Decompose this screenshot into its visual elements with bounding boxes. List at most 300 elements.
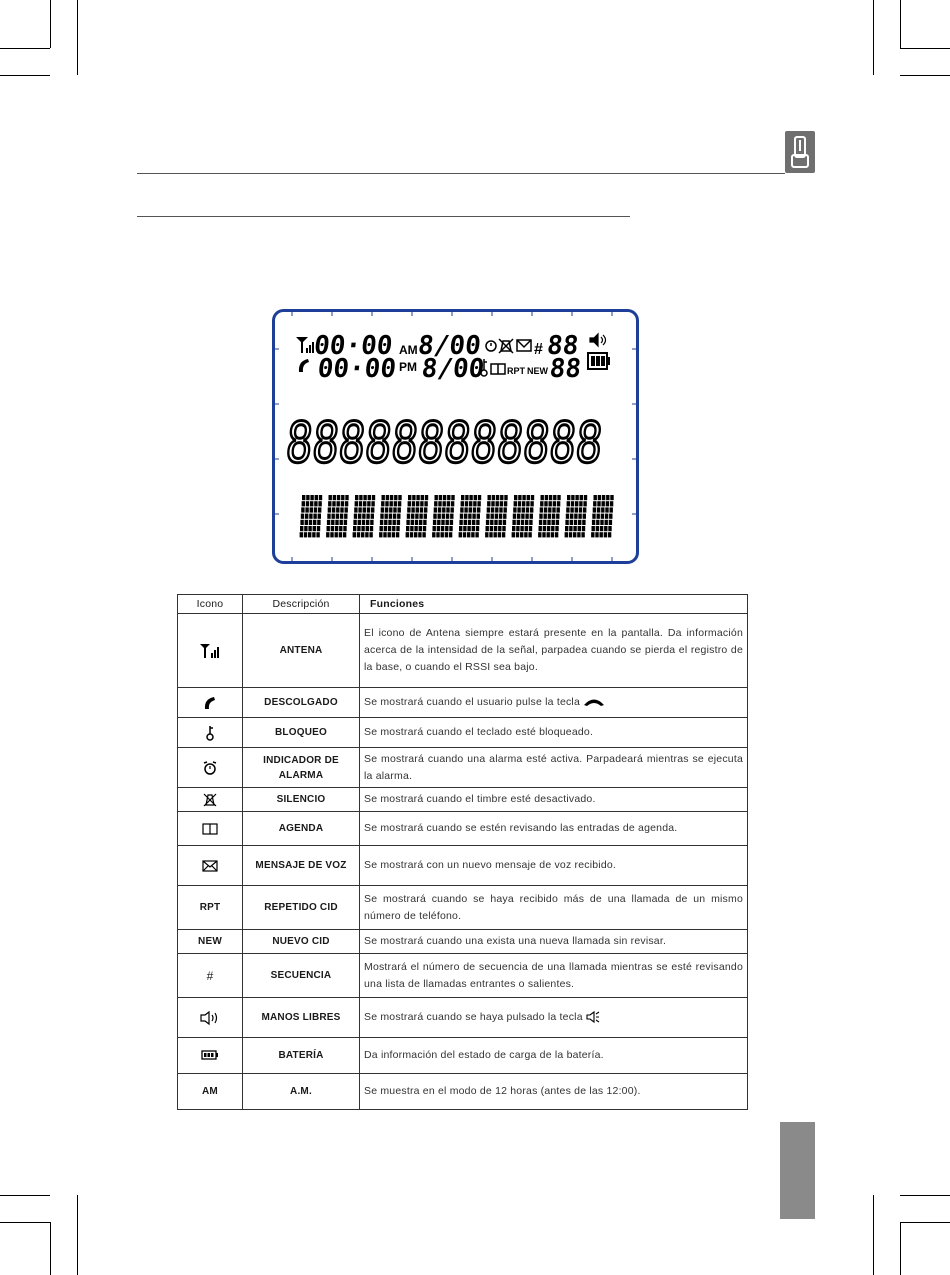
functions-cell: Se mostrará cuando una exista una nueva llamada sin revisar. bbox=[360, 930, 748, 954]
lcd-matrix-dot bbox=[529, 520, 532, 525]
table-header-row bbox=[178, 595, 748, 614]
lcd-matrix-dot bbox=[415, 520, 418, 525]
lcd-matrix-dot bbox=[379, 532, 382, 537]
lcd-matrix-dot bbox=[602, 501, 605, 506]
lcd-matrix-dot bbox=[384, 526, 387, 531]
lcd-matrix-dot bbox=[366, 520, 369, 525]
lcd-matrix-dot bbox=[396, 532, 399, 537]
lcd-matrix-dot bbox=[445, 532, 448, 537]
lcd-matrix-dot bbox=[600, 532, 603, 537]
lcd-matrix-dot bbox=[365, 532, 368, 537]
lcd-matrix-dot bbox=[596, 520, 599, 525]
lcd-matrix-dot bbox=[439, 495, 442, 500]
lcd-matrix-dot bbox=[359, 501, 362, 506]
lcd-matrix-dot bbox=[416, 501, 419, 506]
lcd-matrix-dot bbox=[335, 532, 338, 537]
lcd-matrix-dot bbox=[343, 532, 346, 537]
lcd-matrix-dot bbox=[332, 514, 335, 519]
lcd-matrix-dot bbox=[361, 526, 364, 531]
lcd-matrix-dot bbox=[313, 520, 316, 525]
description-cell: NUEVO CID bbox=[243, 930, 360, 954]
lcd-matrix-dot bbox=[591, 532, 594, 537]
lcd-matrix-dot bbox=[574, 520, 577, 525]
lcd-matrix-dot bbox=[538, 532, 541, 537]
description-cell: BLOQUEO bbox=[243, 718, 360, 748]
lcd-matrix-dot bbox=[414, 526, 417, 531]
table-row bbox=[178, 998, 748, 1038]
lcd-matrix-dot bbox=[500, 495, 503, 500]
lcd-matrix-dot bbox=[513, 507, 516, 512]
description-cell: SECUENCIA bbox=[243, 954, 360, 998]
lcd-matrix-dot bbox=[371, 514, 374, 519]
lcd-matrix-dot bbox=[385, 501, 388, 506]
lcd-matrix-dot bbox=[410, 532, 413, 537]
crop-mark bbox=[0, 1195, 50, 1196]
lcd-matrix-dot bbox=[302, 501, 305, 506]
lcd-matrix-dot bbox=[341, 501, 344, 506]
lcd-matrix-dot bbox=[363, 501, 366, 506]
lcd-matrix-dot bbox=[601, 514, 604, 519]
lcd-matrix-dot bbox=[362, 514, 365, 519]
table-row bbox=[178, 886, 748, 930]
lcd-matrix-dot bbox=[433, 514, 436, 519]
lcd-matrix-dot bbox=[597, 514, 600, 519]
lcd-pm: PM bbox=[399, 360, 417, 374]
lcd-matrix-dot bbox=[517, 514, 520, 519]
lcd-matrix-dot bbox=[369, 532, 372, 537]
functions-text: Se mostrará cuando se haya pulsado la tecla bbox=[364, 1011, 583, 1023]
lcd-matrix-dot bbox=[526, 501, 529, 506]
description-cell: DESCOLGADO bbox=[243, 688, 360, 718]
lcd-matrix-dot bbox=[424, 507, 427, 512]
lcd-matrix-dot bbox=[301, 507, 304, 512]
lcd-matrix-dot bbox=[368, 495, 371, 500]
table-row bbox=[178, 930, 748, 954]
lcd-matrix-dot bbox=[487, 501, 490, 506]
lcd-matrix-dot bbox=[393, 514, 396, 519]
lcd-matrix-dot bbox=[556, 514, 559, 519]
lcd-matrix-dot bbox=[499, 514, 502, 519]
lcd-matrix-dot bbox=[372, 495, 375, 500]
lcd-matrix-dot bbox=[551, 526, 554, 531]
lcd-matrix-dot bbox=[406, 532, 409, 537]
lcd-matrix-dot bbox=[411, 520, 414, 525]
icon-cell bbox=[178, 998, 243, 1038]
lcd-matrix-dot bbox=[593, 507, 596, 512]
header-icon: Icono bbox=[178, 595, 243, 614]
lcd-matrix-dot bbox=[310, 507, 313, 512]
phone-key-icon bbox=[583, 697, 605, 707]
icon-cell bbox=[178, 688, 243, 718]
lcd-matrix-dot bbox=[438, 501, 441, 506]
lcd-matrix-dot bbox=[437, 520, 440, 525]
lcd-matrix-dot bbox=[443, 495, 446, 500]
lcd-matrix-dot bbox=[602, 495, 605, 500]
lcd-matrix-dot bbox=[487, 507, 490, 512]
lcd-matrix-dot bbox=[571, 501, 574, 506]
description-cell: REPETIDO CID bbox=[243, 886, 360, 930]
lcd-matrix-dot bbox=[570, 507, 573, 512]
icon-cell bbox=[178, 846, 243, 886]
lcd-matrix-dot bbox=[388, 520, 391, 525]
lcd-matrix-dot bbox=[608, 526, 611, 531]
lcd-matrix-dot bbox=[596, 526, 599, 531]
lcd-matrix-dot bbox=[609, 520, 612, 525]
lcd-matrix-dot bbox=[592, 520, 595, 525]
lcd-matrix-dot bbox=[544, 514, 547, 519]
description-cell: MENSAJE DE VOZ bbox=[243, 846, 360, 886]
lcd-matrix-dot bbox=[335, 526, 338, 531]
description-cell: AGENDA bbox=[243, 812, 360, 846]
lcd-matrix-dot bbox=[394, 501, 397, 506]
section-rule bbox=[137, 216, 630, 217]
lcd-matrix-dot bbox=[555, 526, 558, 531]
lcd-matrix-dot bbox=[522, 507, 525, 512]
lcd-matrix-dot bbox=[474, 495, 477, 500]
lcd-matrix-dot bbox=[584, 495, 587, 500]
functions-cell: Se mostrará cuando se estén revisando las entradas de agenda. bbox=[360, 812, 748, 846]
lcd-matrix-dot bbox=[309, 520, 312, 525]
lcd-matrix-dot bbox=[451, 495, 454, 500]
lcd-matrix-dot bbox=[340, 514, 343, 519]
lcd-matrix-dot bbox=[412, 495, 415, 500]
lcd-matrix-dot bbox=[310, 501, 313, 506]
lcd-matrix-dot bbox=[388, 526, 391, 531]
lcd-matrix-dot bbox=[434, 501, 437, 506]
lcd-matrix-dot bbox=[302, 495, 305, 500]
lcd-matrix-dot bbox=[407, 507, 410, 512]
lcd-matrix-dot bbox=[419, 520, 422, 525]
functions-cell bbox=[360, 688, 748, 718]
lcd-matrix-dot bbox=[461, 501, 464, 506]
lcd-matrix-dot bbox=[582, 520, 585, 525]
lcd-matrix-dot bbox=[394, 495, 397, 500]
lcd-matrix-dot bbox=[411, 514, 414, 519]
lcd-matrix-dot bbox=[420, 501, 423, 506]
lcd-matrix-dot bbox=[341, 495, 344, 500]
lcd-matrix-dot bbox=[330, 532, 333, 537]
lcd-matrix-dot bbox=[398, 495, 401, 500]
lcd-matrix-dot bbox=[544, 501, 547, 506]
lcd-matrix-dot bbox=[357, 532, 360, 537]
crop-mark bbox=[77, 1195, 78, 1275]
lcd-matrix-dot bbox=[573, 526, 576, 531]
icon-cell bbox=[178, 1038, 243, 1074]
lcd-matrix-dot bbox=[499, 520, 502, 525]
lcd-matrix-dot bbox=[465, 495, 468, 500]
envelope-icon bbox=[202, 860, 218, 872]
lcd-matrix-dot bbox=[354, 507, 357, 512]
lcd-matrix-dot bbox=[472, 520, 475, 525]
lcd-matrix-dot bbox=[565, 520, 568, 525]
icon-cell: NEW bbox=[178, 930, 243, 954]
lcd-matrix-dot bbox=[463, 526, 466, 531]
lcd-matrix-dot bbox=[460, 514, 463, 519]
header-rule bbox=[137, 173, 785, 174]
lcd-matrix-dot bbox=[530, 507, 533, 512]
lcd-matrix-dot bbox=[468, 520, 471, 525]
icon-cell: AM bbox=[178, 1074, 243, 1110]
lcd-seq-bottom: 88 bbox=[548, 354, 583, 384]
lcd-matrix-dot bbox=[392, 532, 395, 537]
crop-mark bbox=[50, 1222, 51, 1275]
lcd-matrix-dot bbox=[489, 532, 492, 537]
functions-text: Se mostrará cuando el usuario pulse la tecla bbox=[364, 696, 581, 708]
icon-cell: RPT bbox=[178, 886, 243, 930]
lcd-matrix-dot bbox=[316, 532, 319, 537]
lcd-display bbox=[272, 309, 694, 564]
lcd-matrix-dot bbox=[331, 526, 334, 531]
lcd-matrix-dot bbox=[575, 507, 578, 512]
lcd-matrix-dot bbox=[336, 514, 339, 519]
lcd-matrix-dot bbox=[380, 526, 383, 531]
lcd-matrix-dot bbox=[542, 532, 545, 537]
alarm-clock-icon bbox=[203, 761, 217, 775]
lcd-matrix-dot bbox=[468, 514, 471, 519]
lcd-matrix-dot bbox=[610, 501, 613, 506]
lcd-matrix-dot bbox=[451, 507, 454, 512]
lcd-matrix-dot bbox=[437, 526, 440, 531]
lcd-matrix-dot bbox=[570, 520, 573, 525]
lcd-matrix-dot bbox=[528, 532, 531, 537]
lcd-matrix-dot bbox=[445, 526, 448, 531]
lcd-matrix-dot bbox=[420, 507, 423, 512]
lcd-matrix-dot bbox=[433, 526, 436, 531]
lcd-matrix-dot bbox=[548, 514, 551, 519]
lcd-matrix-dot bbox=[525, 514, 528, 519]
crop-mark bbox=[900, 1222, 901, 1275]
lcd-matrix-dot bbox=[318, 507, 321, 512]
lcd-date-top: 8/00 bbox=[416, 331, 483, 361]
lcd-matrix-dot bbox=[363, 495, 366, 500]
lcd-matrix-dot bbox=[380, 514, 383, 519]
lcd-matrix-dot bbox=[381, 507, 384, 512]
lcd-matrix-dot bbox=[496, 501, 499, 506]
lcd-matrix-dot bbox=[436, 532, 439, 537]
lcd-matrix-dot bbox=[579, 501, 582, 506]
lcd-matrix-dot bbox=[438, 507, 441, 512]
lcd-matrix-dot bbox=[390, 495, 393, 500]
lcd-matrix-dot bbox=[463, 532, 466, 537]
lcd-matrix-dot bbox=[385, 507, 388, 512]
lcd-matrix-dot bbox=[313, 514, 316, 519]
lcd-matrix-dot bbox=[565, 526, 568, 531]
lcd-matrix-dot bbox=[357, 526, 360, 531]
lcd-matrix-dot bbox=[398, 507, 401, 512]
lcd-matrix-dot bbox=[450, 514, 453, 519]
lcd-matrix-dot bbox=[552, 514, 555, 519]
lcd-matrix-dot bbox=[370, 520, 373, 525]
description-cell: INDICADOR DE ALARMA bbox=[243, 748, 360, 788]
lcd-matrix-dot bbox=[529, 526, 532, 531]
lcd-matrix-dot bbox=[477, 514, 480, 519]
lcd-matrix-dot bbox=[389, 507, 392, 512]
lcd-matrix-dot bbox=[597, 501, 600, 506]
lcd-matrix-dot bbox=[425, 495, 428, 500]
lcd-matrix-dot bbox=[366, 526, 369, 531]
speaker-icon bbox=[200, 1011, 220, 1025]
lcd-main-digits: 888888888888 bbox=[283, 411, 694, 476]
lcd-matrix-dot bbox=[557, 501, 560, 506]
functions-cell: Mostrará el número de secuencia de una llamada mientras se esté revisando una lista de llamadas entrantes o salientes. bbox=[360, 954, 748, 998]
lcd-rpt: RPT bbox=[507, 366, 525, 376]
lcd-matrix-dot bbox=[469, 501, 472, 506]
icon-cell: # bbox=[178, 954, 243, 998]
lcd-matrix-dot bbox=[337, 501, 340, 506]
lcd-matrix-dot bbox=[337, 495, 340, 500]
lcd-matrix-dot bbox=[527, 495, 530, 500]
lcd-matrix-dot bbox=[446, 514, 449, 519]
lcd-matrix-dot bbox=[355, 501, 358, 506]
lcd-matrix-dot bbox=[504, 501, 507, 506]
description-cell: ANTENA bbox=[243, 614, 360, 688]
lcd-matrix-dot bbox=[447, 495, 450, 500]
lcd-matrix-dot bbox=[582, 526, 585, 531]
lcd-matrix-dot bbox=[392, 526, 395, 531]
lcd-matrix-dot bbox=[521, 514, 524, 519]
lcd-matrix-dot bbox=[451, 501, 454, 506]
lcd-matrix-dot bbox=[331, 520, 334, 525]
lcd-matrix-dot bbox=[382, 495, 385, 500]
table-row bbox=[178, 812, 748, 846]
functions-cell: Se mostrará con un nuevo mensaje de voz recibido. bbox=[360, 846, 748, 886]
lcd-matrix-dot bbox=[592, 514, 595, 519]
lcd-matrix-dot bbox=[327, 514, 330, 519]
crop-mark bbox=[900, 1222, 950, 1223]
lcd-matrix-dot bbox=[300, 526, 303, 531]
lcd-matrix-dot bbox=[419, 526, 422, 531]
lcd-matrix-dot bbox=[565, 532, 568, 537]
lcd-time-top: 00·00 bbox=[312, 331, 394, 361]
lcd-matrix-dot bbox=[574, 514, 577, 519]
lcd-matrix-dot bbox=[594, 495, 597, 500]
lcd-time-bottom: 00·00 bbox=[316, 354, 398, 384]
lcd-matrix-dot bbox=[540, 507, 543, 512]
lcd-matrix-dot bbox=[525, 526, 528, 531]
crop-mark bbox=[900, 0, 901, 48]
lcd-matrix-dot bbox=[340, 507, 343, 512]
description-cell: BATERÍA bbox=[243, 1038, 360, 1074]
lcd-matrix-dot bbox=[386, 495, 389, 500]
lcd-matrix-dot bbox=[569, 526, 572, 531]
lcd-matrix-dot bbox=[370, 526, 373, 531]
lcd-matrix-dot bbox=[304, 532, 307, 537]
lcd-matrix-dot bbox=[544, 507, 547, 512]
lcd-matrix-dot bbox=[305, 520, 308, 525]
lcd-matrix-dot bbox=[423, 526, 426, 531]
lcd-matrix-dot bbox=[313, 526, 316, 531]
lcd-matrix-dot bbox=[495, 514, 498, 519]
lcd-matrix-dot bbox=[577, 532, 580, 537]
lcd-matrix-dot bbox=[499, 507, 502, 512]
lcd-matrix-dot bbox=[319, 495, 322, 500]
icon-cell bbox=[178, 718, 243, 748]
lcd-matrix-dot bbox=[552, 507, 555, 512]
lcd-matrix-dot bbox=[355, 495, 358, 500]
icon-cell bbox=[178, 748, 243, 788]
lcd-matrix-dot bbox=[503, 514, 506, 519]
lcd-matrix-dot bbox=[419, 514, 422, 519]
lcd-matrix-dot bbox=[446, 520, 449, 525]
lcd-matrix-dot bbox=[520, 526, 523, 531]
lcd-matrix-dot bbox=[393, 520, 396, 525]
lcd-matrix-dot bbox=[464, 514, 467, 519]
lcd-matrix-dot bbox=[606, 495, 609, 500]
lcd-matrix-dot bbox=[408, 495, 411, 500]
lcd-matrix-dot bbox=[345, 495, 348, 500]
lcd-matrix-dot bbox=[363, 507, 366, 512]
lcd-matrix-dot bbox=[389, 514, 392, 519]
lcd-matrix-dot bbox=[300, 532, 303, 537]
lcd-matrix-dot bbox=[381, 501, 384, 506]
lcd-matrix-dot bbox=[583, 501, 586, 506]
lcd-matrix-dot bbox=[432, 532, 435, 537]
crop-mark bbox=[77, 0, 78, 75]
lcd-matrix-dot bbox=[339, 532, 342, 537]
lcd-matrix-dot bbox=[464, 507, 467, 512]
lcd-matrix-dot bbox=[449, 532, 452, 537]
lcd-matrix-dot bbox=[597, 507, 600, 512]
lcd-matrix-dot bbox=[605, 514, 608, 519]
functions-cell: Se muestra en el modo de 12 horas (antes de las 12:00). bbox=[360, 1074, 748, 1110]
lcd-matrix-dot bbox=[317, 526, 320, 531]
lcd-matrix-dot bbox=[309, 514, 312, 519]
lcd-matrix-dot bbox=[410, 526, 413, 531]
lcd-matrix-dot bbox=[306, 501, 309, 506]
lcd-matrix-dot bbox=[450, 520, 453, 525]
lcd-matrix-dot bbox=[327, 520, 330, 525]
lcd-matrix-dot bbox=[578, 526, 581, 531]
lcd-matrix-dot bbox=[608, 532, 611, 537]
lcd-matrix-dot bbox=[545, 495, 548, 500]
lcd-matrix-dot bbox=[472, 514, 475, 519]
functions-cell: Se mostrará cuando el timbre esté desactivado. bbox=[360, 788, 748, 812]
crop-mark bbox=[900, 1195, 950, 1196]
lcd-matrix-dot bbox=[491, 514, 494, 519]
lcd-matrix-dot bbox=[486, 520, 489, 525]
lcd-matrix-dot bbox=[604, 526, 607, 531]
lcd-matrix-dot bbox=[543, 526, 546, 531]
lcd-matrix-dot bbox=[333, 495, 336, 500]
lcd-matrix-dot bbox=[367, 507, 370, 512]
lcd-matrix-dot bbox=[329, 495, 332, 500]
lcd-matrix-dot bbox=[406, 526, 409, 531]
lcd-matrix-dot bbox=[396, 526, 399, 531]
lcd-matrix-dot bbox=[460, 507, 463, 512]
crop-mark bbox=[900, 48, 950, 49]
lcd-matrix-dot bbox=[539, 526, 542, 531]
lcd-matrix-dot bbox=[443, 501, 446, 506]
lcd-matrix-dot bbox=[335, 520, 338, 525]
lcd-matrix-dot bbox=[605, 520, 608, 525]
lcd-matrix-dot bbox=[531, 495, 534, 500]
crop-mark bbox=[873, 1195, 874, 1275]
lcd-matrix-dot bbox=[553, 501, 556, 506]
language-tab bbox=[780, 1122, 815, 1219]
description-cell: A.M. bbox=[243, 1074, 360, 1110]
lcd-matrix-dot bbox=[575, 495, 578, 500]
lcd-matrix-dot bbox=[383, 532, 386, 537]
lcd-matrix-dot bbox=[367, 501, 370, 506]
handset-icon bbox=[785, 131, 815, 173]
table-row bbox=[178, 614, 748, 688]
speaker-key-icon bbox=[586, 1011, 600, 1023]
lcd-matrix-dot bbox=[435, 495, 438, 500]
table-row bbox=[178, 846, 748, 886]
icon-cell bbox=[178, 614, 243, 688]
lcd-matrix-dot bbox=[465, 501, 468, 506]
lcd-matrix-dot bbox=[593, 501, 596, 506]
